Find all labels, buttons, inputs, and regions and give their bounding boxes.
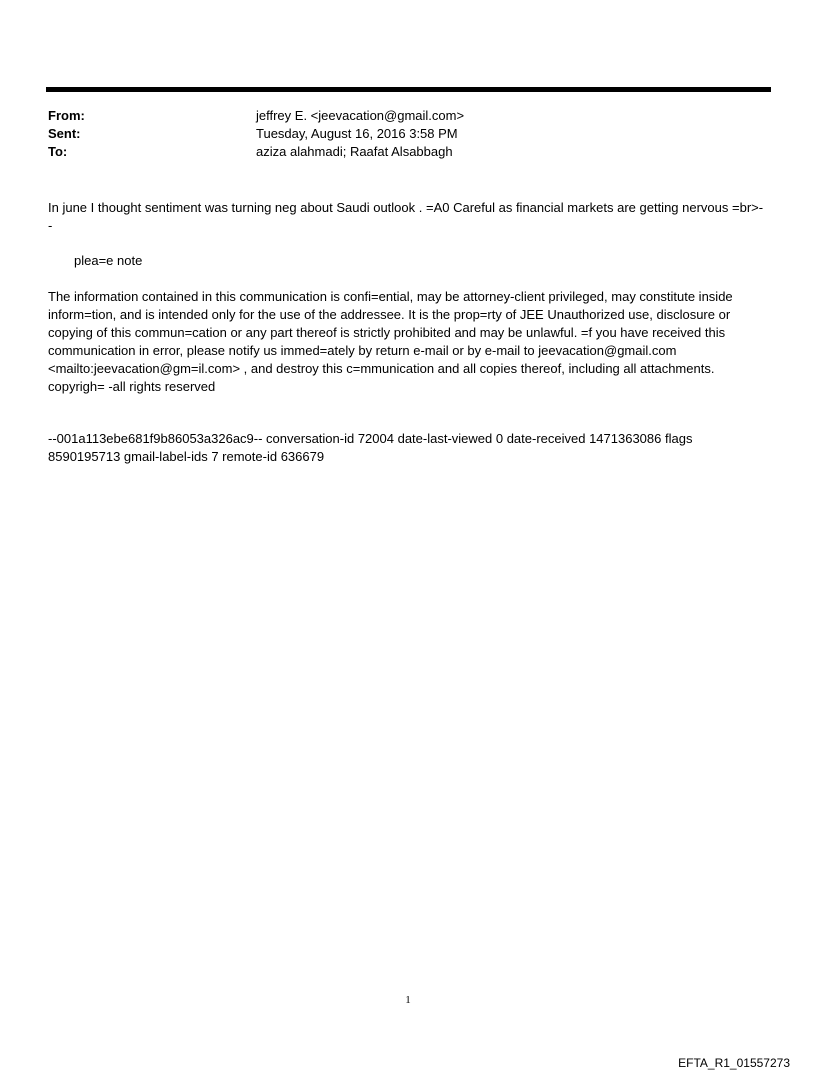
from-value: jeffrey E. <jeevacation@gmail.com> <box>256 108 465 123</box>
from-label: From: <box>48 108 85 123</box>
metadata-paragraph: --001a113ebe681f9b86053a326ac9-- conversation-id 72004 date-last-viewed 0 date-received 1471363086 flags 8590195713 gmail-label-ids 7 remote-id 636679 <box>48 431 693 464</box>
sent-value: Tuesday, August 16, 2016 3:58 PM <box>256 126 458 141</box>
to-row <box>48 143 768 161</box>
disclaimer-paragraph: The information contained in this communication is confi=ential, may be attorney-client privileged, may constitute inside inform=tion, and is intended only for the use of the addressee. It is the prop=rty of JEE Unauthorized use, disclosure or copying of this commun=cation or any part thereof is strictly prohibited and may be unlawful. =f you have received this communication in error, please notify us immed=ately by return e-mail or by e-mail to jeevacation@gmail.com <mailto:jeevacation@gm=il.com> , and destroy this c=mmunication and all copies thereof, including all attachments. copyrigh= -all rights reserved <box>48 289 733 394</box>
note-paragraph: plea=e note <box>74 253 143 268</box>
to-label: To: <box>48 144 68 159</box>
email-header <box>48 107 768 161</box>
page-number: 1 <box>405 994 411 1006</box>
from-row <box>48 107 768 125</box>
top-divider <box>46 87 771 92</box>
to-value: aziza alahmadi; Raafat Alsabbagh <box>256 144 453 159</box>
bates-number: EFTA_R1_01557273 <box>678 1056 790 1070</box>
message-paragraph: In june I thought sentiment was turning neg about Saudi outlook . =A0 Careful as financial markets are getting nervous =br>-- <box>48 200 764 233</box>
sent-label: Sent: <box>48 126 81 141</box>
sent-row <box>48 125 768 143</box>
